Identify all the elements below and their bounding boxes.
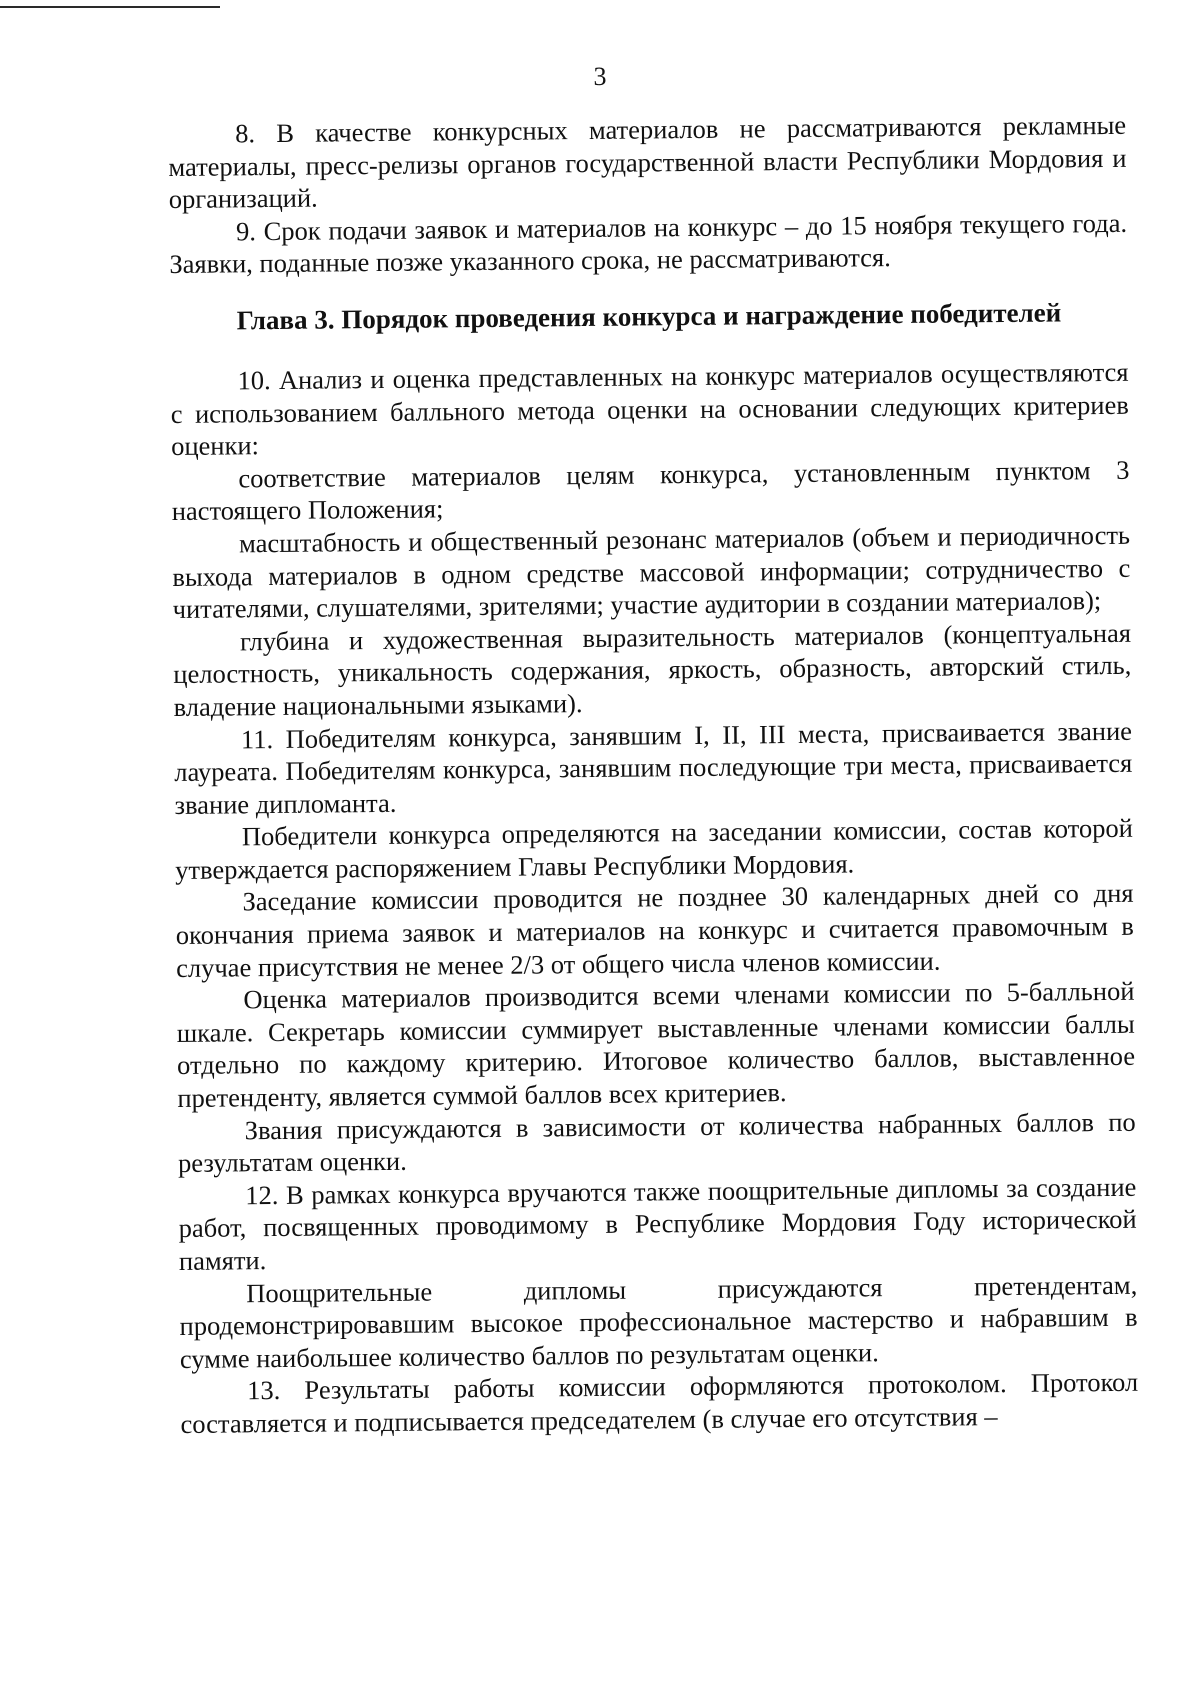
paragraph-11: 11. Победителям конкурса, занявшим I, II, III места, присваивается звание лауреата. Победителям конкурса, занявшим последующие три места, присваивается звание дипломанта. [174, 715, 1133, 820]
criterion-item: соответствие материалов целям конкурса, установленным пунктом 3 настоящего Положения; [171, 454, 1130, 527]
paragraph: Поощрительные дипломы присуждаются претендентам, продемонстрировавшим высокое профессиональное мастерство и набравшим в сумме наибольшее количество баллов по результатам оценки. [179, 1269, 1138, 1374]
paragraph: Победители конкурса определяются на заседании комиссии, состав которой утверждается распоряжением Главы Республики Мордовия. [175, 813, 1134, 885]
paragraph-9: 9. Срок подачи заявок и материалов на конкурс – до 15 ноября текущего года. Заявки, поданные позже указанного срока, не рассматриваются. [169, 207, 1128, 280]
chapter-heading: Глава 3. Порядок проведения конкурса и награждение победителей [236, 297, 1062, 336]
paragraph: Заседание комиссии проводится не позднее 30 календарных дней со дня окончания приема заявок и материалов на конкурс и считается правомочным в случае присутствия не менее 2/3 от общего числа членов комиссии. [175, 878, 1134, 983]
paragraph-13: 13. Результаты работы комиссии оформляются протоколом. Протокол составляется и подписывается председателем (в случае его отсутствия – [180, 1367, 1139, 1439]
paragraph-12: 12. В рамках конкурса вручаются также поощрительные дипломы за создание работ, посвященных проводимому в Республике Мордовия Году исторической памяти. [178, 1171, 1137, 1276]
paragraph: Звания присуждаются в зависимости от количества набранных баллов по результатам оценки. [177, 1106, 1136, 1179]
paragraph-8: 8. В качестве конкурсных материалов не рассматриваются рекламные материалы, пресс-релизы органов государственной власти Республики Мордовия и организаций. [168, 109, 1127, 215]
criterion-item: глубина и художественная выразительность материалов (концептуальная целостность, уникальность содержания, яркость, образность, авторский стиль, владение национальными языками). [173, 617, 1132, 722]
paragraph: Оценка материалов производится всеми членами комиссии по 5-балльной шкале. Секретарь комиссии суммирует выставленные членами комиссии баллы отдельно по каждому критерию. Итоговое количество баллов, выставленное претенденту, является суммой баллов всех критериев. [176, 976, 1136, 1113]
paragraph-10: 10. Анализ и оценка представленных на конкурс материалов осуществляются с использованием балльного метода оценки на основании следующих критериев оценки: [170, 356, 1129, 462]
page-number: 3 [593, 62, 607, 91]
scan-edge-line [0, 6, 220, 8]
document-body [168, 109, 1139, 1441]
criterion-item: масштабность и общественный резонанс материалов (объем и периодичность выхода материалов в одном средстве массовой информации; сотрудничество с читателями, слушателями, зрителями; участие аудитории в создании материалов); [172, 519, 1131, 625]
